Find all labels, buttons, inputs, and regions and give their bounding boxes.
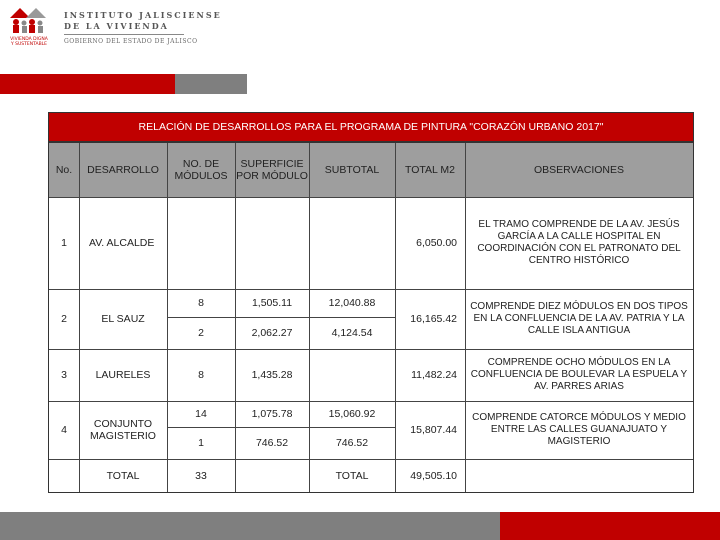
col-header-subtotal: SUBTOTAL — [324, 164, 380, 176]
row3-total: 11,482.24 — [411, 369, 457, 381]
institute-divider — [64, 34, 184, 35]
table-title: RELACIÓN DE DESARROLLOS PARA EL PROGRAMA DE PINTURA "CORAZÓN URBANO 2017" — [48, 112, 694, 142]
row1-no: 1 — [61, 237, 67, 249]
row4a-superficie: 1,075.78 — [251, 408, 293, 420]
col-header-total-m2: TOTAL M2 — [405, 164, 455, 176]
bottom-bar-red — [500, 512, 720, 540]
row4b-subtotal: 746.52 — [335, 437, 369, 449]
institute-name — [64, 10, 222, 32]
row4b-superficie: 746.52 — [255, 437, 289, 449]
row2-no: 2 — [61, 313, 67, 325]
row2-total: 16,165.42 — [410, 313, 457, 325]
logo-caption-line1: VIVIENDA DIGNA — [10, 37, 48, 42]
footer-grand-total: 49,505.10 — [410, 469, 457, 482]
row2b-modulos: 2 — [198, 327, 204, 339]
row4-observaciones: COMPRENDE CATORCE MÓDULOS Y MEDIO ENTRE LAS CALLES GUANAJUATO Y MAGISTERIO — [472, 412, 686, 447]
institute-line1: INSTITUTO JALISCIENSE — [64, 10, 222, 20]
row4b-modulos: 1 — [198, 437, 204, 449]
row1-observaciones: EL TRAMO COMPRENDE DE LA AV. JESÚS GARCÍA A LA CALLE HOSPITAL EN COORDINACIÓN CON EL PATRONATO DEL CENTRO HISTÓRICO — [477, 219, 681, 266]
row4a-subtotal: 15,060.92 — [328, 408, 376, 420]
footer-subtotal-label: TOTAL — [335, 469, 369, 482]
footer-total-label: TOTAL — [106, 469, 140, 482]
row3-desarrollo: LAURELES — [95, 369, 151, 381]
row2-observaciones: COMPRENDE DIEZ MÓDULOS EN DOS TIPOS EN LA CONFLUENCIA DE LA AV. PATRIA Y LA CALLE ISLA ANTIGUA — [470, 301, 688, 336]
row3-modulos: 8 — [198, 369, 204, 381]
ijalvi-logo — [4, 4, 54, 48]
row1-total: 6,050.00 — [416, 237, 457, 249]
row4-desarrollo: CONJUNTO MAGISTERIO — [90, 418, 156, 442]
row2a-modulos: 8 — [198, 297, 204, 309]
government-name: GOBIERNO DEL ESTADO DE JALISCO — [64, 38, 198, 45]
row2a-superficie: 1,505.11 — [251, 297, 293, 309]
bottom-bar-gray — [0, 512, 500, 540]
col-header-modulos: NO. DE MÓDULOS — [174, 158, 228, 182]
col-header-superficie: SUPERFICIE POR MÓDULO — [236, 158, 308, 182]
top-bar-red — [0, 74, 175, 94]
row3-observaciones: COMPRENDE OCHO MÓDULOS EN LA CONFLUENCIA DE BOULEVAR LA ESPUELA Y AV. PARRES ARIAS — [470, 357, 688, 392]
row2b-subtotal: 4,124.54 — [331, 327, 373, 339]
row3-superficie: 1,435.28 — [251, 369, 293, 381]
developments-table — [48, 142, 694, 493]
row4-total: 15,807.44 — [410, 424, 457, 436]
col-header-desarrollo: DESARROLLO — [87, 164, 159, 176]
logo-caption-line2: Y SUSTENTABLE — [10, 42, 48, 47]
col-header-no: No. — [55, 164, 73, 176]
row2-desarrollo: EL SAUZ — [101, 313, 145, 325]
row1-desarrollo: AV. ALCALDE — [89, 237, 155, 249]
col-header-observaciones: OBSERVACIONES — [533, 164, 625, 176]
footer-modulos: 33 — [195, 469, 207, 482]
row2a-subtotal: 12,040.88 — [328, 297, 376, 309]
row2b-superficie: 2,062.27 — [251, 327, 293, 339]
institute-line2: DE LA VIVIENDA — [64, 21, 169, 31]
top-bar-gray — [175, 74, 247, 94]
row4a-modulos: 14 — [195, 408, 207, 420]
row4-no: 4 — [61, 424, 67, 436]
row3-no: 3 — [61, 369, 67, 381]
